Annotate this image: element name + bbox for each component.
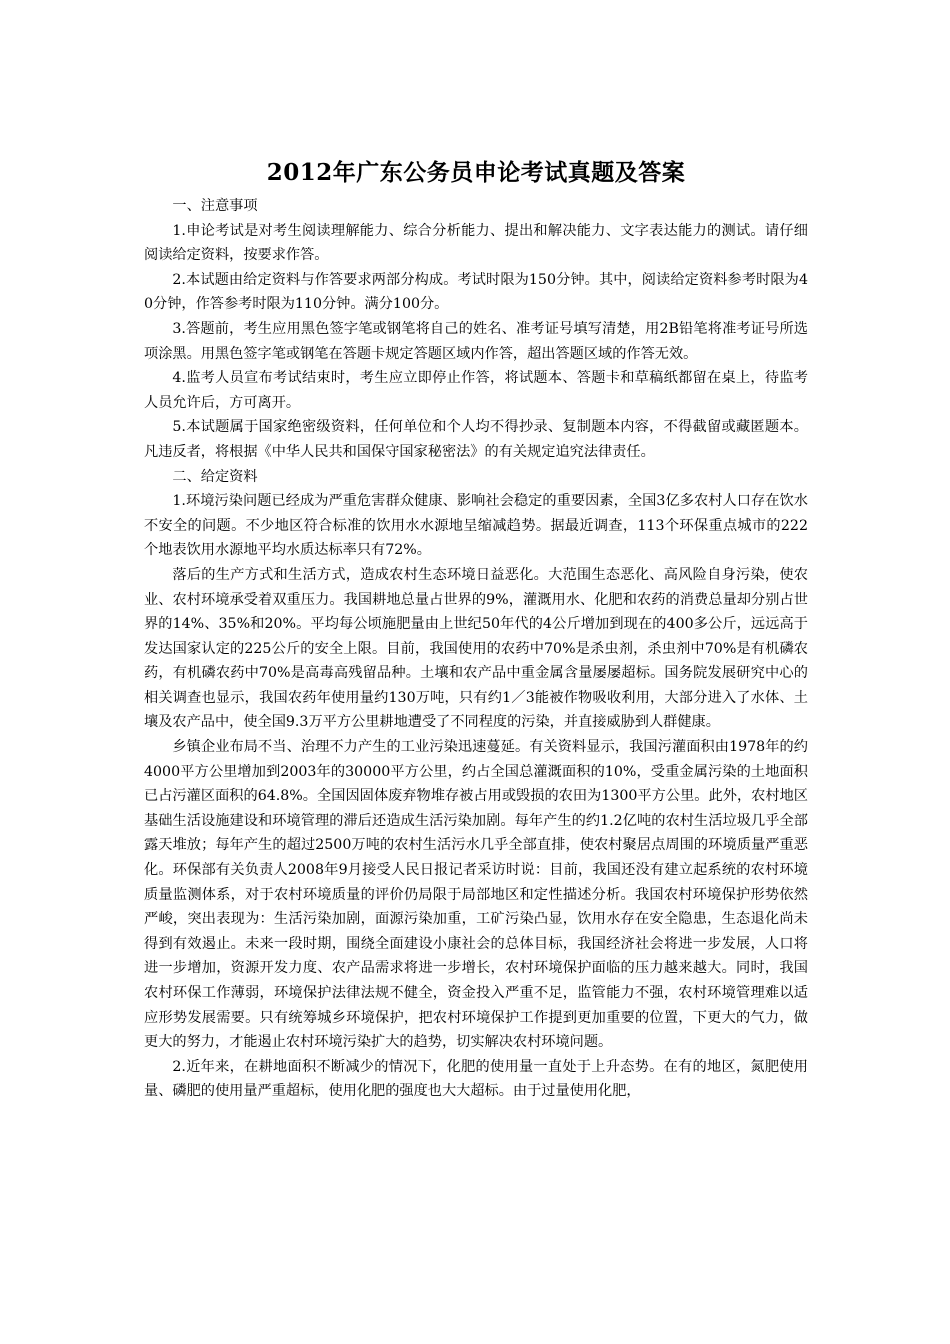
note-paragraph: 1.申论考试是对考生阅读理解能力、综合分析能力、提出和解决能力、文字表达能力的测试。请仔细阅读给定资料，按要求作答。: [144, 222, 808, 264]
note-paragraph: 3.答题前，考生应用黑色签字笔或钢笔将自己的姓名、准考证号填写清楚，用2B铅笔将准考证号所选项涂黑。用黑色签字笔或钢笔在答题卡规定答题区域内作答，超出答题区域的作答无效。: [144, 320, 808, 362]
material-paragraph: 落后的生产方式和生活方式，造成农村生态环境日益恶化。大范围生态恶化、高风险自身污染，使农业、农村环境承受着双重压力。我国耕地总量占世界的9%，灌溉用水、化肥和农药的消费总量却分别占世界的14%、35%和20%。平均每公顷施肥量由上世纪50年代的4公斤增加到现在的400多公斤，远远高于发达国家认定的225公斤的安全上限。目前，我国使用的农药中70%是杀虫剂，杀虫剂中70%是有机磷农药，有机磷农药中70%是高毒高残留品种。土壤和农产品中重金属含量屡屡超标。国务院发展研究中心的相关调查也显示，我国农药年使用量约130万吨，只有约1／3能被作物吸收利用，大部分进入了水体、土壤及农产品中，使全国9.3万平方公里耕地遭受了不同程度的污染，并直接威胁到人群健康。: [144, 566, 808, 731]
material-paragraph: 2.近年来，在耕地面积不断减少的情况下，化肥的使用量一直处于上升态势。在有的地区，氮肥使用量、磷肥的使用量严重超标，使用化肥的强度也大大超标。由于过量使用化肥，: [144, 1058, 808, 1100]
document-title: 2012年广东公务员申论考试真题及答案: [266, 159, 686, 186]
section-heading-materials: 二、给定资料: [172, 468, 258, 485]
note-paragraph: 4.监考人员宣布考试结束时，考生应立即停止作答，将试题本、答题卡和草稿纸都留在桌上，待监考人员允许后，方可离开。: [144, 370, 808, 411]
section-heading-notes: 一、注意事项: [172, 198, 258, 214]
note-paragraph: 5.本试题属于国家绝密级资料，任何单位和个人均不得抄录、复制题本内容，不得截留或藏匿题本。凡违反者，将根据《中华人民共和国保守国家秘密法》的有关规定追究法律责任。: [144, 419, 808, 460]
note-paragraph: 2.本试题由给定资料与作答要求两部分构成。考试时限为150分钟。其中，阅读给定资料参考时限为40分钟，作答参考时限为110分钟。满分100分。: [144, 271, 808, 313]
document-page: [144, 158, 808, 1104]
material-paragraph: 乡镇企业布局不当、治理不力产生的工业污染迅速蔓延。有关资料显示，我国污灌面积由1978年的约4000平方公里增加到2003年的30000平方公里，约占全国总灌溉面积的10%，受重金属污染的土地面积已占污灌区面积的64.8%。全国因固体废弃物堆存被占用或毁损的农田为1300平方公里。此外，农村地区基础生活设施建设和环境管理的滞后还造成生活污染加剧。每年产生的约1.2亿吨的农村生活垃圾几乎全部露天堆放；每年产生的超过2500万吨的农村生活污水几乎全部直排，使农村聚居点周围的环境质量严重恶化。环保部有关负责人2008年9月接受人民日报记者采访时说：目前，我国还没有建立起系统的农村环境质量监测体系，对于农村环境质量的评价仍局限于局部地区和定性描述分析。我国农村环境保护形势依然严峻，突出表现为：生活污染加剧，面源污染加重，工矿污染凸显，饮用水存在安全隐患，生态退化尚未得到有效遏止。未来一段时期，围绕全面建设小康社会的总体目标，我国经济社会将进一步发展，人口将进一步增加，资源开发力度、农产品需求将进一步增长，农村环境保护面临的压力越来越大。同时，我国农村环保工作薄弱，环境保护法律法规不健全，资金投入严重不足，监管能力不强，农村环境管理难以适应形势发展需要。只有统筹城乡环境保护，把农村环境保护工作提到更加重要的位置，下更大的气力，做更大的努力，才能遏止农村环境污染扩大的趋势，切实解决农村环境问题。: [144, 739, 808, 1051]
material-paragraph: 1.环境污染问题已经成为严重危害群众健康、影响社会稳定的重要因素，全国3亿多农村人口存在饮水不安全的问题。不少地区符合标准的饮用水水源地呈缩减趋势。据最近调查，113个环保重点城市的222个地表饮用水源地平均水质达标率只有72%。: [144, 493, 808, 559]
